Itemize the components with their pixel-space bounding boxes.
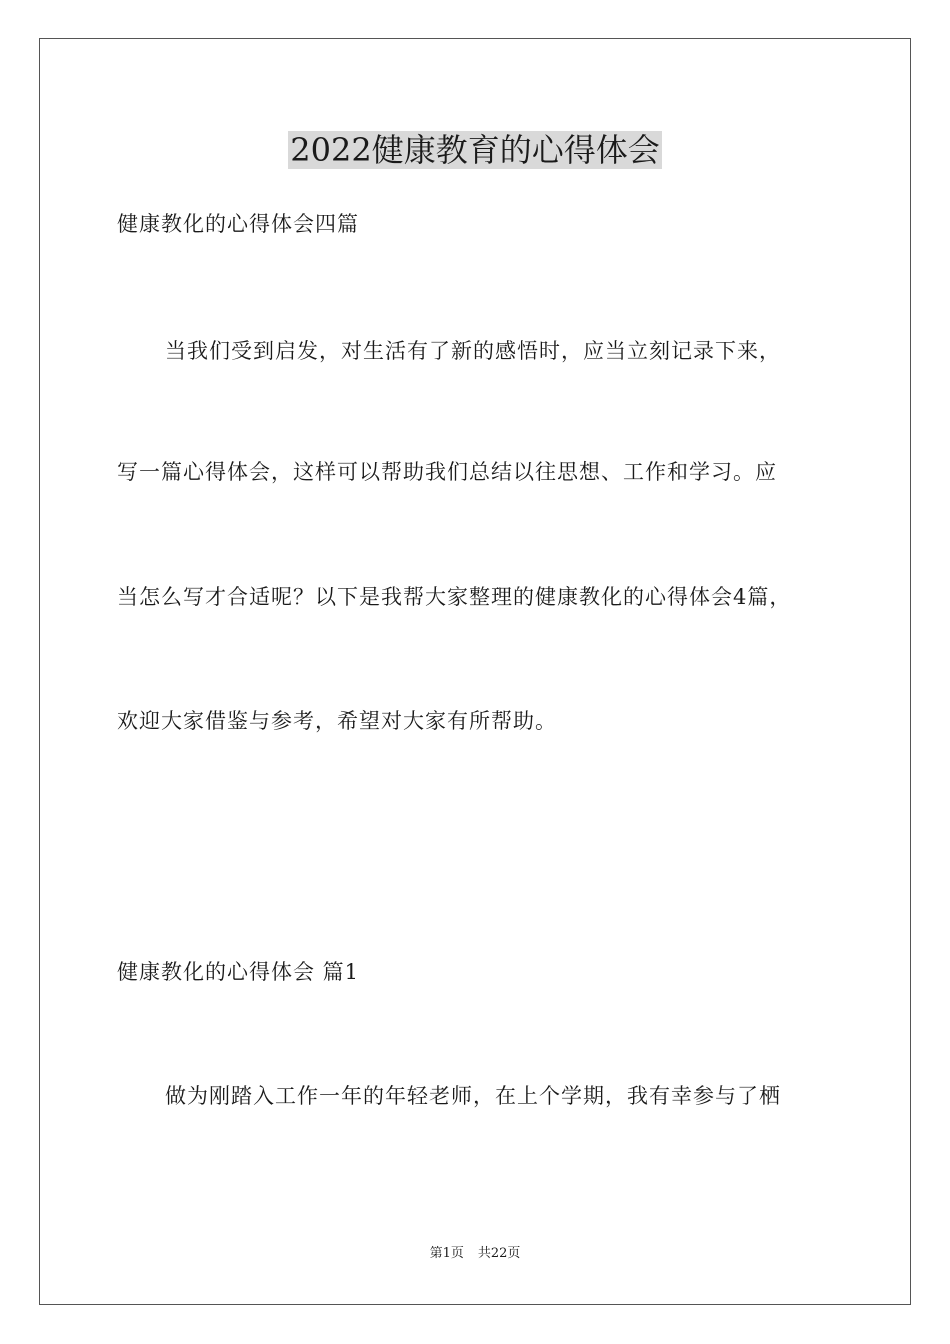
intro-line-2: 写一篇心得体会，这样可以帮助我们总结以往思想、工作和学习。应 bbox=[117, 460, 777, 484]
document-title bbox=[0, 128, 950, 172]
intro-line-1: 当我们受到启发，对生活有了新的感悟时，应当立刻记录下来， bbox=[165, 339, 781, 363]
section-heading: 健康教化的心得体会 篇1 bbox=[117, 960, 360, 984]
document-title-text: 2022健康教育的心得体会 bbox=[290, 131, 660, 169]
page-number-total: 共22页 bbox=[477, 1246, 521, 1261]
intro-line-3: 当怎么写才合适呢？以下是我帮大家整理的健康教化的心得体会4篇， bbox=[117, 585, 792, 609]
page-footer bbox=[0, 1245, 950, 1263]
intro-line-4: 欢迎大家借鉴与参考，希望对大家有所帮助。 bbox=[117, 709, 557, 733]
page-number-current: 第1页 bbox=[429, 1246, 464, 1261]
section-line-1: 做为刚踏入工作一年的年轻老师，在上个学期，我有幸参与了栖 bbox=[165, 1084, 781, 1108]
document-subtitle: 健康教化的心得体会四篇 bbox=[117, 212, 359, 236]
